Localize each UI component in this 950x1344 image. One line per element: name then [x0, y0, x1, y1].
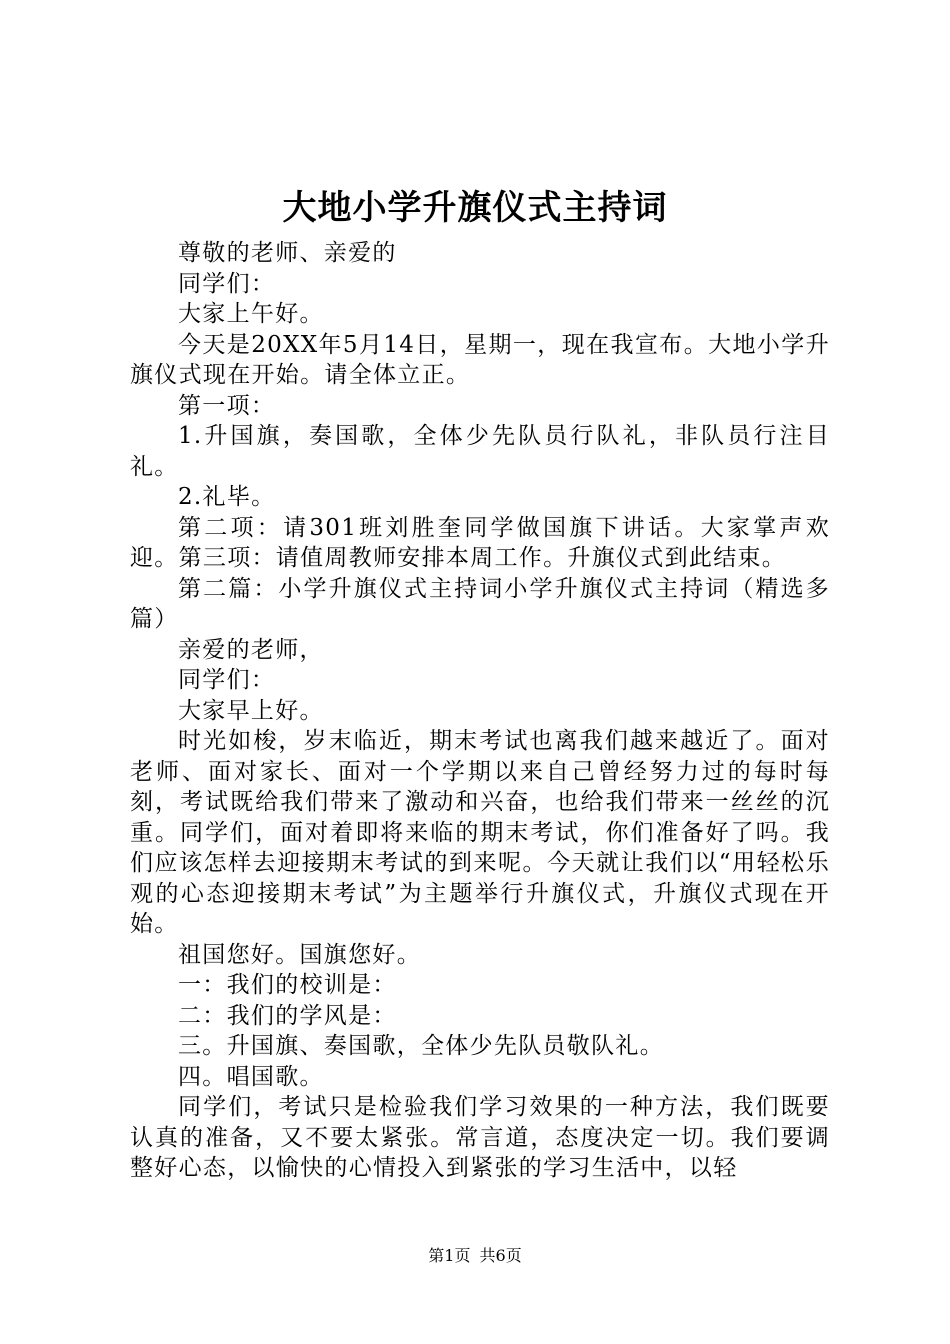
paragraph: 第二篇：小学升旗仪式主持词小学升旗仪式主持词（精选多篇）: [130, 575, 830, 632]
document-body: [130, 238, 830, 1184]
paragraph: 祖国您好。国旗您好。: [178, 941, 421, 968]
paragraph: 亲爱的老师，: [178, 636, 324, 663]
paragraph: 二：我们的学风是：: [178, 1002, 397, 1029]
paragraph: 一：我们的校训是：: [178, 972, 397, 998]
paragraph: 大家上午好。: [178, 301, 324, 327]
page-total: 共6页: [479, 1246, 522, 1265]
paragraph: 四。唱国歌。: [178, 1063, 324, 1090]
page-footer: [0, 1244, 950, 1268]
paragraph: 同学们：: [178, 270, 276, 297]
paragraph: 2.礼毕。: [178, 484, 276, 510]
document-title: 大地小学升旗仪式主持词: [282, 188, 668, 228]
paragraph: 大家早上好。: [178, 697, 324, 724]
paragraph: 1.升国旗，奏国歌，全体少先队员行队礼，非队员行注目礼。: [130, 423, 830, 480]
paragraph: 尊敬的老师、亲爱的: [178, 240, 397, 266]
paragraph: 同学们：: [178, 667, 276, 693]
paragraph: 时光如梭，岁末临近，期末考试也离我们越来越近了。面对老师、面对家长、面对一个学期以来自己曾经努力过的每时每刻，考试既给我们带来了激动和兴奋，也给我们带来一丝丝的沉重。同学们，面对着即将来临的期末考试，你们准备好了吗。我们应该怎样去迎接期末考试的到来呢。今天就让我们以“用轻松乐观的心态迎接期末考试”为主题举行升旗仪式，升旗仪式现在开始。: [130, 728, 830, 937]
paragraph: 同学们，考试只是检验我们学习效果的一种方法，我们既要认真的准备，又不要太紧张。常言道，态度决定一切。我们要调整好心态，以愉快的心情投入到紧张的学习生活中，以轻: [130, 1094, 830, 1181]
paragraph: 今天是20XX年5月14日，星期一，现在我宣布。大地小学升旗仪式现在开始。请全体立正。: [130, 331, 830, 388]
paragraph: 第一项：: [178, 392, 276, 419]
page-number: 第1页: [428, 1246, 471, 1265]
paragraph: 第二项：请301班刘胜奎同学做国旗下讲话。大家掌声欢迎。第三项：请值周教师安排本周工作。升旗仪式到此结束。: [130, 514, 830, 571]
paragraph: 三。升国旗、奏国歌，全体少先队员敬队礼。: [178, 1033, 664, 1059]
